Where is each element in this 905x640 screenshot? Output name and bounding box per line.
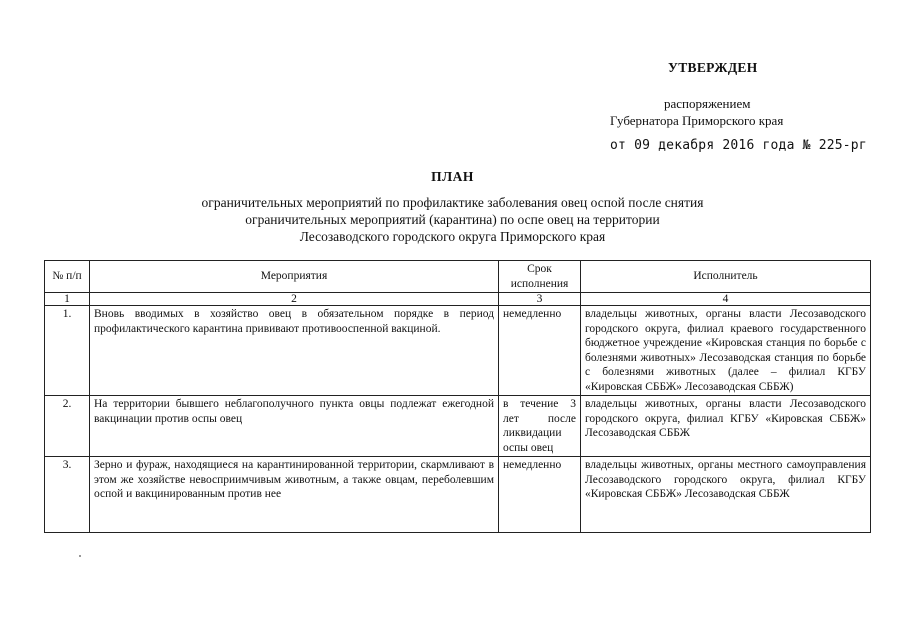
col-number-3: 3 bbox=[499, 293, 581, 306]
measures-table bbox=[44, 260, 871, 533]
governor-line: Губернатора Приморского края bbox=[610, 113, 784, 128]
subtitle-line-1: ограничительных мероприятий по профилактике заболевания овец оспой после снятия bbox=[201, 195, 704, 210]
row-measure: На территории бывшего неблагополучного пункта овцы подлежат ежегодной вакцинации против оспы овец bbox=[90, 396, 499, 457]
plan-title: ПЛАН bbox=[431, 169, 474, 184]
row-measure: Зерно и фураж, находящиеся на карантинированной территории, скармливают в этом же хозяйстве невосприимчивым животным, а также овцам, переболевшим оспой и вакцинированным против нее bbox=[90, 457, 499, 533]
scan-speck bbox=[79, 555, 81, 557]
col-number-4: 4 bbox=[581, 293, 871, 306]
table-header-row bbox=[45, 261, 871, 293]
row-deadline: немедленно bbox=[499, 306, 581, 396]
table-row bbox=[45, 396, 871, 457]
column-number-row bbox=[45, 293, 871, 306]
col-header-no: № п/п bbox=[45, 261, 90, 293]
row-executor: владельцы животных, органы местного самоуправления Лесозаводского городского округа, филиал КГБУ «Кировская СББЖ» Лесозаводская СББЖ bbox=[581, 457, 871, 533]
table-row bbox=[45, 306, 871, 396]
subtitle-line-2: ограничительных мероприятий (карантина) по оспе овец на территории bbox=[245, 212, 660, 227]
row-measure: Вновь вводимых в хозяйство овец в обязательном порядке в период профилактического карантина прививают противооспенной вакциной. bbox=[90, 306, 499, 396]
date-line: от 09 декабря 2016 года № 225-рг bbox=[610, 138, 867, 153]
row-deadline: в течение 3 лет после ликвидации оспы овец bbox=[499, 396, 581, 457]
approved-stamp: УТВЕРЖДЕН bbox=[668, 60, 758, 75]
col-number-1: 1 bbox=[45, 293, 90, 306]
col-header-deadline: Срок исполнения bbox=[499, 261, 581, 293]
row-number: 3. bbox=[45, 457, 90, 533]
row-deadline: немедленно bbox=[499, 457, 581, 533]
row-executor: владельцы животных, органы власти Лесозаводского городского округа, филиал КГБУ «Кировская СББЖ» Лесозаводская СББЖ bbox=[581, 396, 871, 457]
table-row bbox=[45, 457, 871, 533]
col-number-2: 2 bbox=[90, 293, 499, 306]
order-line: распоряжением bbox=[664, 96, 751, 111]
col-header-measure: Мероприятия bbox=[90, 261, 499, 293]
row-number: 1. bbox=[45, 306, 90, 396]
subtitle-line-3: Лесозаводского городского округа Приморского края bbox=[299, 229, 606, 244]
row-executor: владельцы животных, органы власти Лесозаводского городского округа, филиал краевого государственного бюджетное учреждение «Кировская станция по борьбе с болезнями животных» Лесозаводская станция по борьбе с болезнями животных (далее – филиал КГБУ «Кировская СББЖ» Лесозаводская СББЖ) bbox=[581, 306, 871, 396]
col-header-executor: Исполнитель bbox=[581, 261, 871, 293]
row-number: 2. bbox=[45, 396, 90, 457]
